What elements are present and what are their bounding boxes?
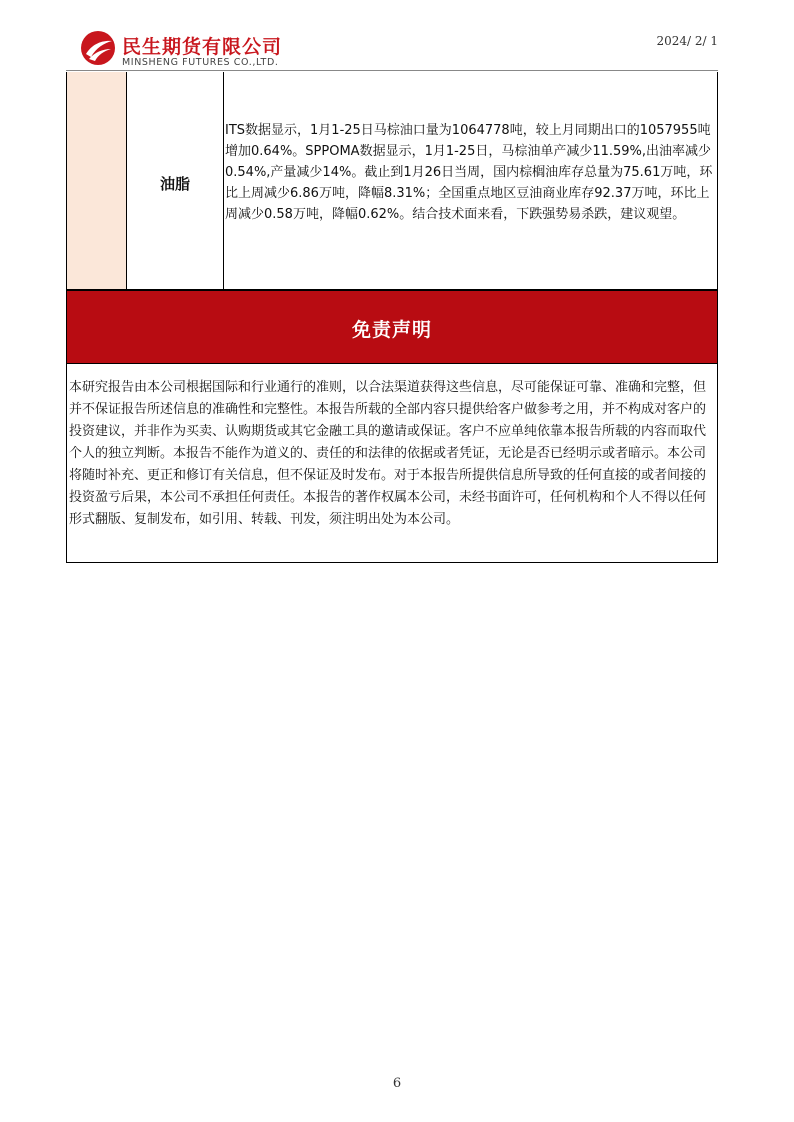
commodity-name: 油脂 [159, 175, 190, 193]
company-name-cn: 民生期货有限公司 [122, 36, 283, 58]
company-logo [80, 30, 320, 74]
page-number: 6 [392, 1076, 402, 1091]
disclaimer-body: 本研究报告由本公司根据国际和行业通行的准则，以合法渠道获得这些信息，尽可能保证可靠、准确和完整，但并不保证报告所述信息的准确性和完整性。本报告所载的全部内容只提供给客户做参考之用，并不构成对客户的投资建议，并非作为买卖、认购期货或其它金融工具的邀请或保证。客户不应单纯依靠本报告所载的内容而取代个人的独立判断。本报告不能作为道义的、责任的和法律的依据或者凭证，无论是否已经明示或者暗示。本公司将随时补充、更正和修订有关信息，但不保证及时发布。对于本报告所提供信息所导致的任何直接的或者间接的投资盈亏后果，本公司不承担任何责任。本报告的著作权属本公司，未经书面许可，任何机构和个人不得以任何形式翻版、复制发布，如引用、转载、刊发，须注明出处为本公司。 [69, 380, 707, 527]
disclaimer-box [66, 364, 718, 563]
company-name-en: MINSHENG FUTURES CO.,LTD. [122, 57, 279, 68]
disclaimer-title: 免责声明 [351, 319, 432, 341]
commodity-table [66, 72, 718, 290]
category-cell [67, 72, 127, 289]
report-date: 2024/ 2/ 1 [656, 34, 718, 48]
minsheng-logo-icon [80, 30, 116, 66]
commodity-commentary: ITS数据显示，1月1-25日马棕油口量为1064778吨，较上月同期出口的1057955吨增加0.64%。SPPOMA数据显示，1月1-25日，马棕油单产减少11.59%,出油率减少0.54%,产量减少14%。截止到1月26日当周，国内棕榈油库存总量为75.61万吨，环比上周减少6.86万吨，降幅8.31%；全国重点地区豆油商业库存92.37万吨，环比上周减少0.58万吨，降幅0.62%。结合技术面来看，下跌强势易杀跌，建议观望。 [225, 123, 713, 222]
disclaimer-banner [66, 290, 718, 364]
commodity-cell [127, 72, 224, 289]
header-divider [66, 70, 718, 71]
